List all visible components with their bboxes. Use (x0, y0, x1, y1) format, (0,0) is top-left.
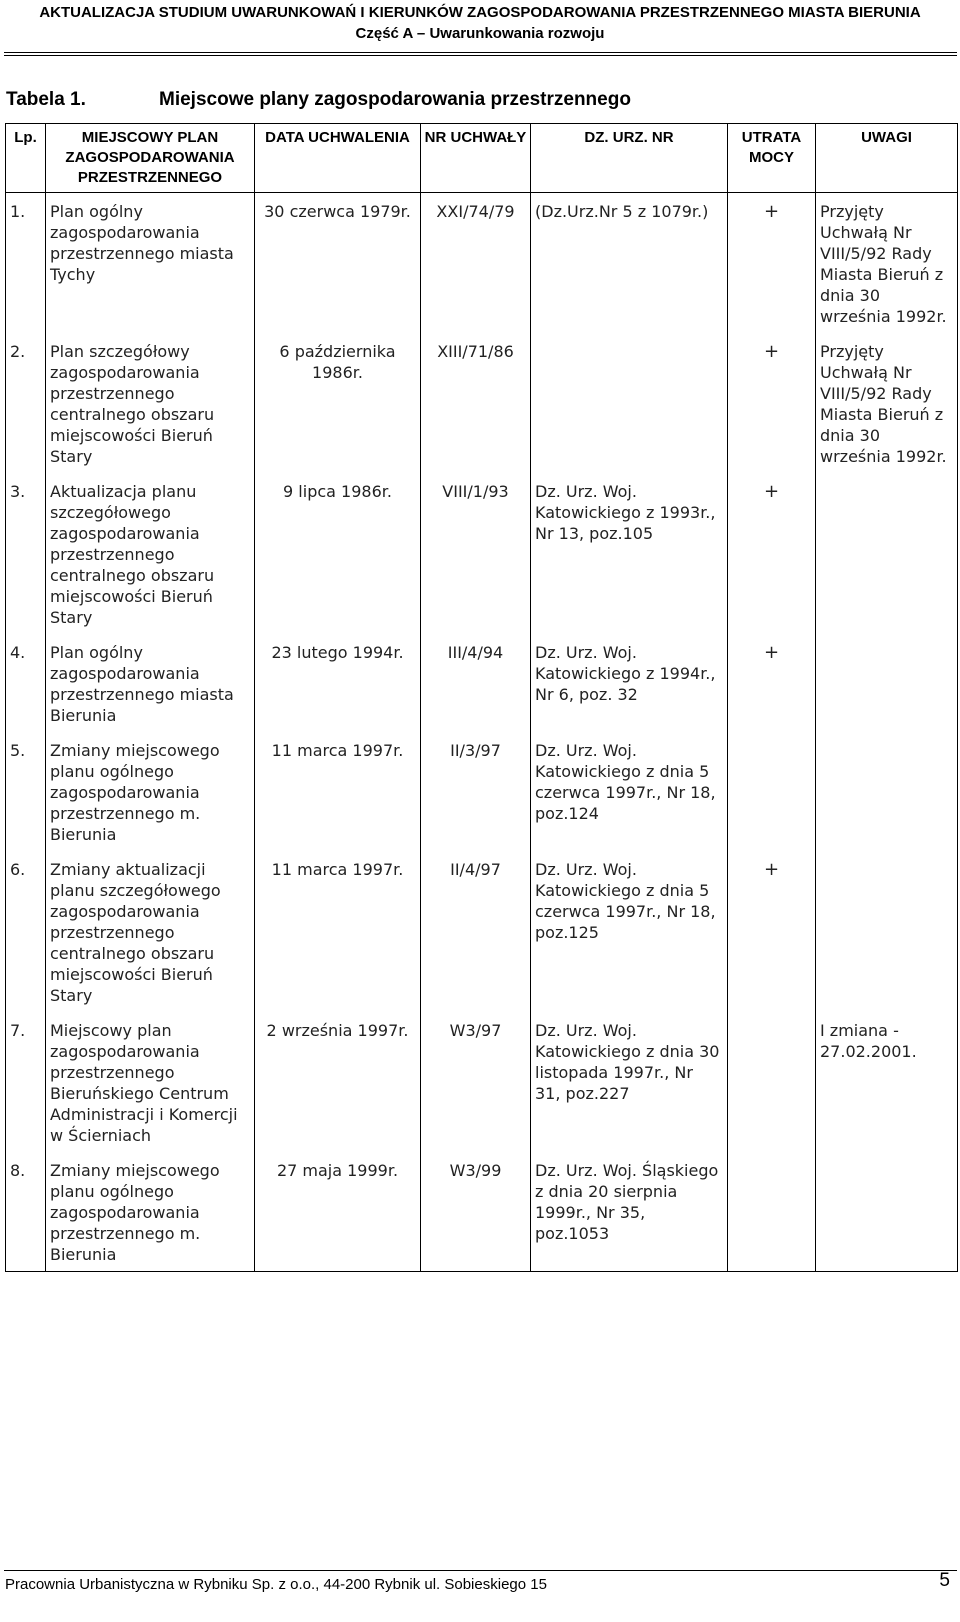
footer-rule (4, 1570, 957, 1571)
cell-uwagi (816, 634, 958, 732)
cell-utrata (728, 732, 816, 851)
cell-dz: Dz. Urz. Woj. Katowickiego z 1994r., Nr 6, poz. 32 (531, 634, 728, 732)
cell-date: 23 lutego 1994r. (255, 634, 421, 732)
col-header-nr: NR UCHWAŁY (421, 124, 531, 193)
col-header-dz: DZ. URZ. NR (531, 124, 728, 193)
cell-date: 11 marca 1997r. (255, 732, 421, 851)
cell-nr: VIII/1/93 (421, 473, 531, 634)
cell-date: 11 marca 1997r. (255, 851, 421, 1012)
table-row (6, 1012, 958, 1152)
cell-date: 2 września 1997r. (255, 1012, 421, 1152)
cell-utrata: + (728, 473, 816, 634)
table-row (6, 193, 958, 334)
col-header-plan: MIEJSCOWY PLAN ZAGOSPODAROWANIA PRZESTRZENNEGO (46, 124, 255, 193)
cell-utrata (728, 1012, 816, 1152)
header-rule-top (4, 52, 957, 53)
table-row (6, 333, 958, 473)
cell-uwagi (816, 1152, 958, 1272)
cell-plan: Zmiany miejscowego planu ogólnego zagospodarowania przestrzennego m. Bierunia (46, 1152, 255, 1272)
table-title: Miejscowe plany zagospodarowania przestrzennego (159, 89, 631, 110)
cell-uwagi: Przyjęty Uchwałą Nr VIII/5/92 Rady Miasta Bieruń z dnia 30 września 1992r. (816, 193, 958, 334)
cell-utrata: + (728, 193, 816, 334)
cell-dz: Dz. Urz. Woj. Katowickiego z dnia 5 czerwca 1997r., Nr 18, poz.124 (531, 732, 728, 851)
table-row (6, 851, 958, 1012)
cell-date: 6 października 1986r. (255, 333, 421, 473)
cell-utrata: + (728, 851, 816, 1012)
cell-plan: Aktualizacja planu szczegółowego zagospodarowania przestrzennego centralnego obszaru miejscowości Bieruń Stary (46, 473, 255, 634)
cell-date: 9 lipca 1986r. (255, 473, 421, 634)
cell-nr: III/4/94 (421, 634, 531, 732)
cell-date: 30 czerwca 1979r. (255, 193, 421, 334)
cell-dz (531, 333, 728, 473)
plans-table (5, 123, 958, 1272)
cell-plan: Miejscowy plan zagospodarowania przestrzennego Bieruńskiego Centrum Administracji i Komercji w Ścierniach (46, 1012, 255, 1152)
cell-lp: 4. (6, 634, 46, 732)
table-row (6, 1152, 958, 1272)
col-header-date: DATA UCHWALENIA (255, 124, 421, 193)
cell-dz: Dz. Urz. Woj. Katowickiego z 1993r., Nr 13, poz.105 (531, 473, 728, 634)
table-caption (6, 89, 631, 111)
page-number: 5 (939, 1570, 950, 1591)
cell-lp: 1. (6, 193, 46, 334)
table-header-row (6, 124, 958, 193)
cell-dz: (Dz.Urz.Nr 5 z 1079r.) (531, 193, 728, 334)
cell-plan: Plan ogólny zagospodarowania przestrzennego miasta Bierunia (46, 634, 255, 732)
cell-lp: 3. (6, 473, 46, 634)
cell-nr: W3/97 (421, 1012, 531, 1152)
cell-plan: Plan szczegółowy zagospodarowania przestrzennego centralnego obszaru miejscowości Bieruń Stary (46, 333, 255, 473)
col-header-uwagi: UWAGI (816, 124, 958, 193)
cell-uwagi (816, 851, 958, 1012)
cell-nr: II/3/97 (421, 732, 531, 851)
cell-utrata: + (728, 333, 816, 473)
cell-nr: W3/99 (421, 1152, 531, 1272)
header-rule-bottom (4, 55, 957, 56)
cell-nr: II/4/97 (421, 851, 531, 1012)
table-label: Tabela 1. (6, 89, 86, 110)
cell-nr: XXI/74/79 (421, 193, 531, 334)
cell-uwagi: Przyjęty Uchwałą Nr VIII/5/92 Rady Miasta Bieruń z dnia 30 września 1992r. (816, 333, 958, 473)
cell-utrata (728, 1152, 816, 1272)
table-row (6, 634, 958, 732)
footer-address: Pracownia Urbanistyczna w Rybniku Sp. z o.o., 44-200 Rybnik ul. Sobieskiego 15 (5, 1576, 547, 1593)
cell-uwagi (816, 732, 958, 851)
cell-uwagi (816, 473, 958, 634)
cell-dz: Dz. Urz. Woj. Śląskiego z dnia 20 sierpnia 1999r., Nr 35, poz.1053 (531, 1152, 728, 1272)
cell-plan: Zmiany miejscowego planu ogólnego zagospodarowania przestrzennego m. Bierunia (46, 732, 255, 851)
table-row (6, 732, 958, 851)
cell-lp: 7. (6, 1012, 46, 1152)
cell-lp: 5. (6, 732, 46, 851)
cell-plan: Zmiany aktualizacji planu szczegółowego zagospodarowania przestrzennego centralnego obszaru miejscowości Bieruń Stary (46, 851, 255, 1012)
cell-dz: Dz. Urz. Woj. Katowickiego z dnia 5 czerwca 1997r., Nr 18, poz.125 (531, 851, 728, 1012)
cell-dz: Dz. Urz. Woj. Katowickiego z dnia 30 listopada 1997r., Nr 31, poz.227 (531, 1012, 728, 1152)
cell-lp: 6. (6, 851, 46, 1012)
col-header-utrata: UTRATA MOCY (728, 124, 816, 193)
cell-utrata: + (728, 634, 816, 732)
table-row (6, 473, 958, 634)
header-title: AKTUALIZACJA STUDIUM UWARUNKOWAŃ I KIERUNKÓW ZAGOSPODAROWANIA PRZESTRZENNEGO MIASTA BIERUNIA (39, 4, 921, 21)
cell-uwagi: I zmiana - 27.02.2001. (816, 1012, 958, 1152)
col-header-lp: Lp. (6, 124, 46, 193)
cell-lp: 8. (6, 1152, 46, 1272)
cell-nr: XIII/71/86 (421, 333, 531, 473)
header-subtitle: Część A – Uwarunkowania rozwoju (355, 25, 605, 42)
document-header (0, 2, 960, 44)
cell-date: 27 maja 1999r. (255, 1152, 421, 1272)
cell-lp: 2. (6, 333, 46, 473)
cell-plan: Plan ogólny zagospodarowania przestrzennego miasta Tychy (46, 193, 255, 334)
